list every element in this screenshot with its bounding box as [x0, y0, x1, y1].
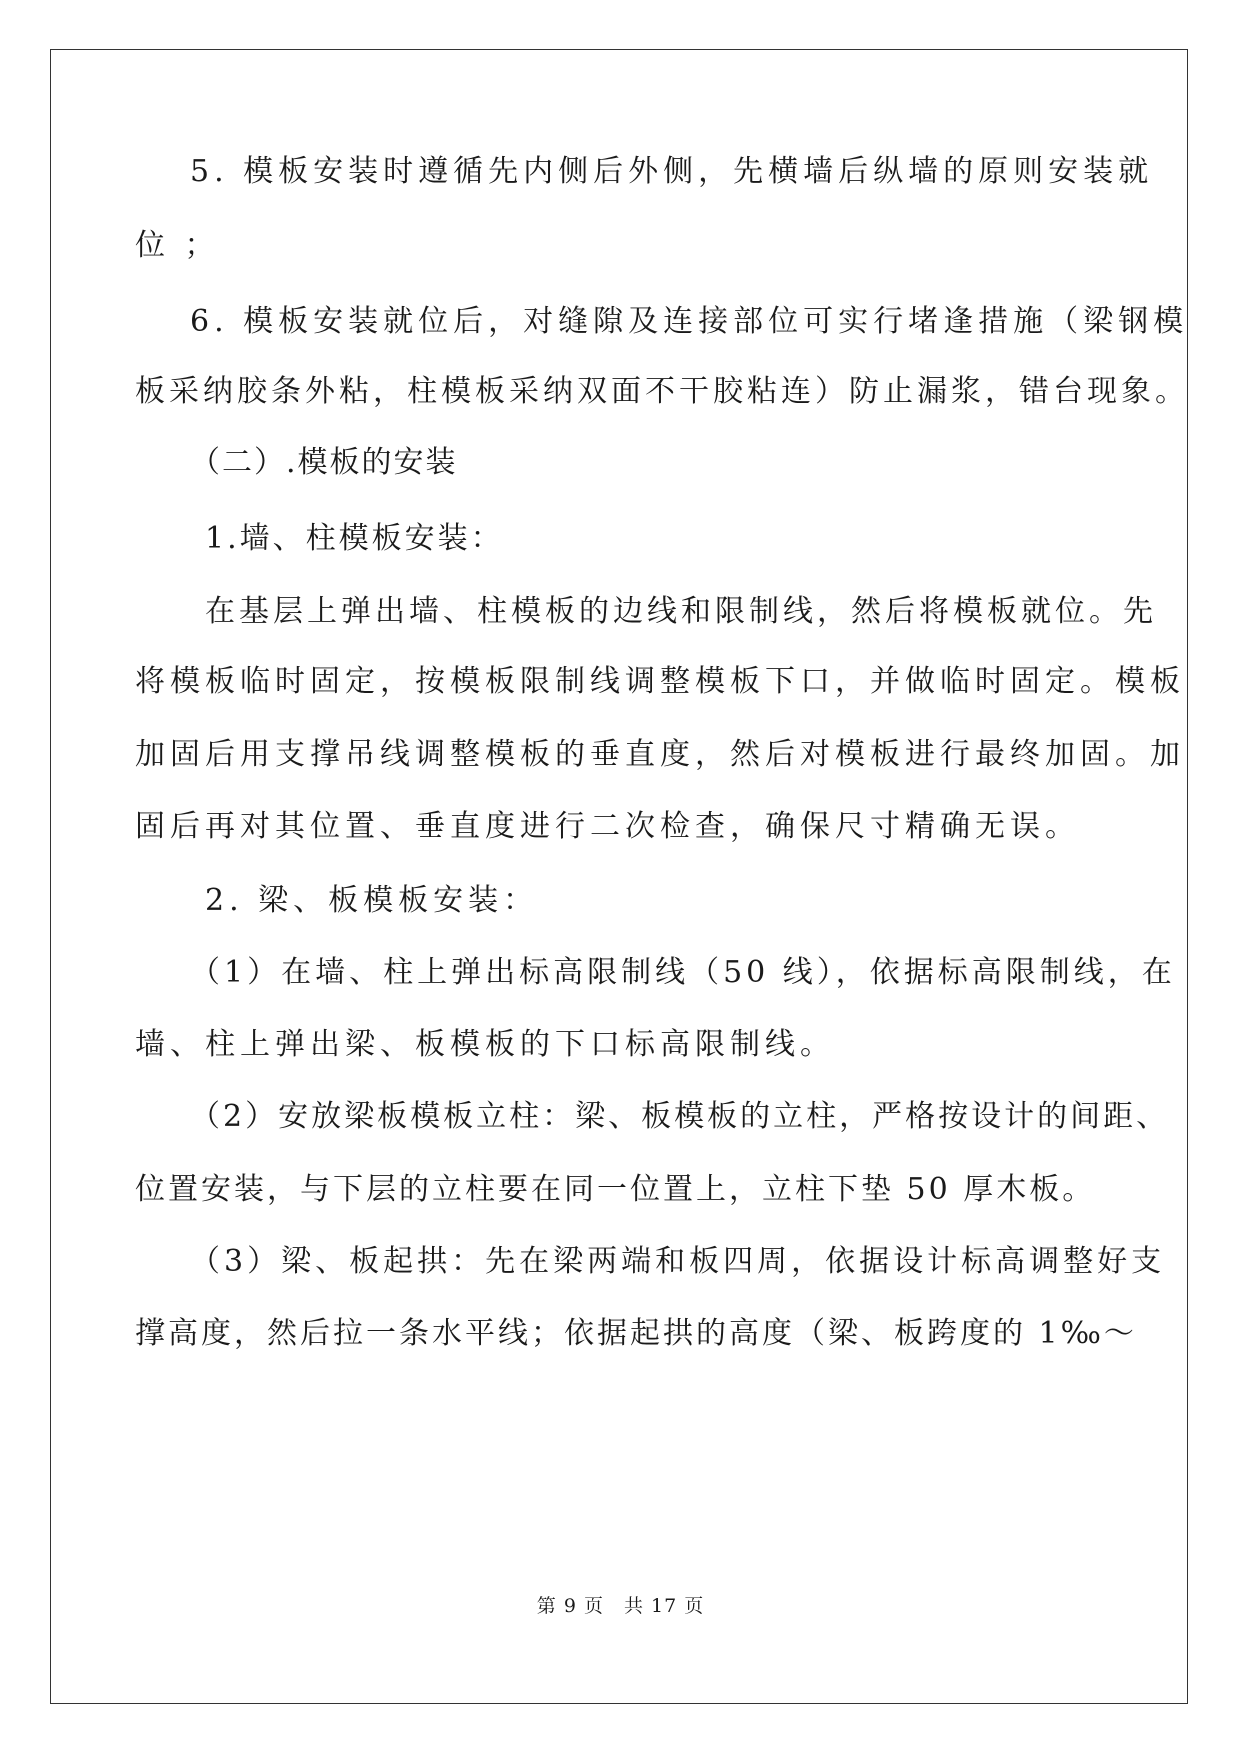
section-heading: （二）.模板的安装 [190, 445, 458, 480]
text-line: 将模板临时固定，按模板限制线调整模板下口，并做临时固定。模板 [135, 664, 1185, 699]
text-line: 在基层上弹出墙、柱模板的边线和限制线，然后将模板就位。先 [205, 594, 1157, 629]
text-line: 加固后用支撑吊线调整模板的垂直度，然后对模板进行最终加固。加 [135, 737, 1185, 772]
text-line: 固后再对其位置、垂直度进行二次检查，确保尺寸精确无误。 [135, 809, 1080, 844]
page-number: 第 9 页 [536, 1595, 604, 1617]
text-line: 板采纳胶条外粘，柱模板采纳双面不干胶粘连）防止漏浆，错台现象。 [135, 374, 1189, 409]
text-line: 位置安装，与下层的立柱要在同一位置上，立柱下垫 50 厚木板。 [135, 1172, 1096, 1207]
text-line: 5. 模板安装时遵循先内侧后外侧，先横墙后纵墙的原则安装就 [190, 154, 1154, 189]
text-line: 墙、柱上弹出梁、板模板的下口标高限制线。 [135, 1027, 835, 1062]
text-line: （2）安放梁板模板立柱：梁、板模板的立柱，严格按设计的间距、 [190, 1099, 1170, 1134]
page-border [50, 49, 1188, 1704]
page-total: 共 17 页 [623, 1595, 705, 1617]
text-line: 位 ； [135, 228, 220, 263]
text-line: 6. 模板安装就位后，对缝隙及连接部位可实行堵逢措施（梁钢模 [190, 304, 1189, 339]
text-line: （1）在墙、柱上弹出标高限制线（50 线），依据标高限制线，在 [190, 955, 1176, 990]
page-footer [0, 1594, 1241, 1618]
subsection-heading: 1.墙、柱模板安装： [205, 521, 504, 556]
text-line: （3）梁、板起拱：先在梁两端和板四周，依据设计标高调整好支 [190, 1244, 1166, 1279]
text-line: 撑高度，然后拉一条水平线；依据起拱的高度（梁、板跨度的 1‰～ [135, 1316, 1137, 1351]
subsection-heading: 2. 梁、板模板安装： [205, 883, 539, 918]
